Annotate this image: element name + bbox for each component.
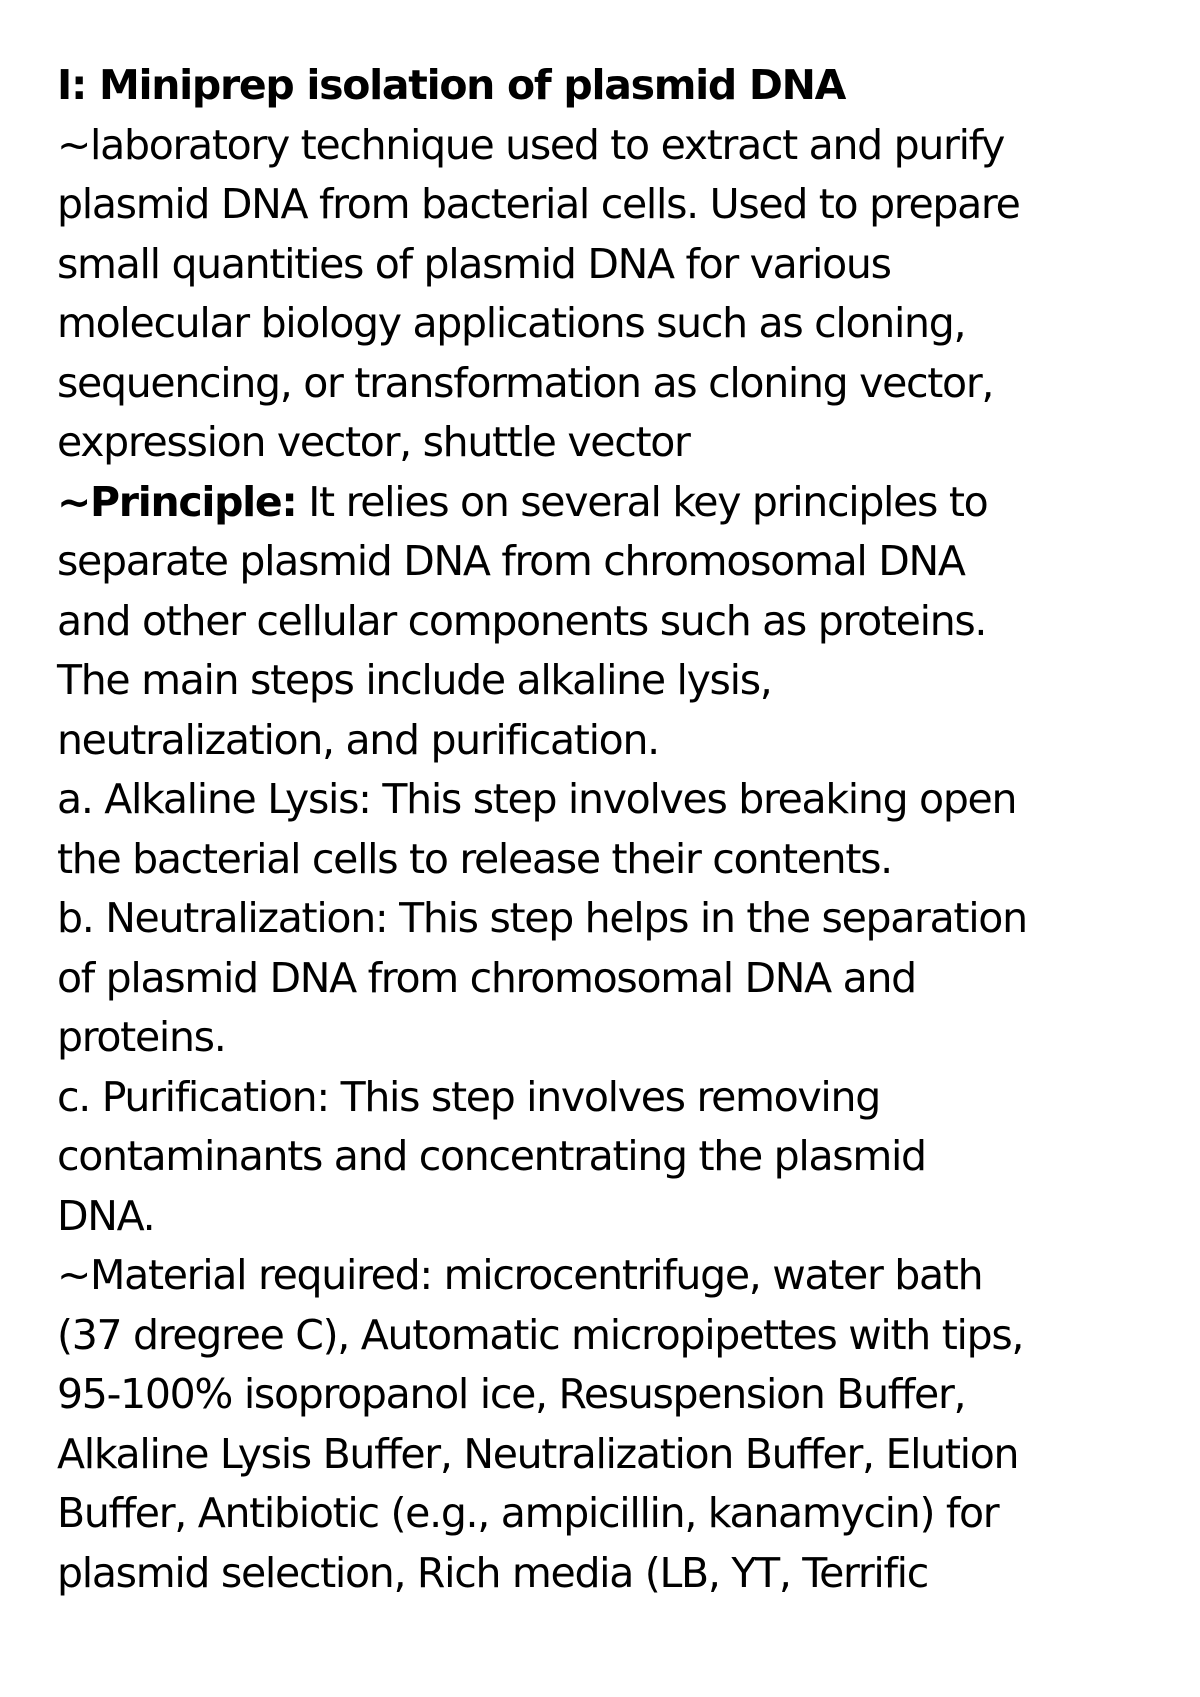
step-line: b. Neutralization: This step helps in the separation [57, 894, 1027, 942]
section-heading: I: Miniprep isolation of plasmid DNA [57, 61, 846, 109]
principle-line: The main steps include alkaline lysis, [57, 656, 772, 704]
step-line: proteins. [57, 1013, 226, 1061]
principle-paragraph [57, 473, 1167, 771]
step-line: contaminants and concentrating the plasmid [57, 1132, 926, 1180]
step-line: a. Alkaline Lysis: This step involves breaking open [57, 775, 1017, 823]
intro-paragraph [57, 116, 1167, 473]
principle-first-line [57, 473, 1167, 533]
intro-line: ~laboratory technique used to extract and purify [57, 120, 1005, 169]
step-line: c. Purification: This step involves removing [57, 1072, 880, 1121]
principle-label: ~Principle: [57, 477, 297, 526]
step-line: DNA. [57, 1191, 155, 1240]
step-alkaline-lysis [57, 770, 1167, 889]
materials-line: Buffer, Antibiotic (e.g., ampicillin, kanamycin) for [57, 1489, 999, 1537]
step-line: of plasmid DNA from chromosomal DNA and [57, 953, 916, 1002]
intro-line: molecular biology applications such as cloning, [57, 299, 966, 347]
principle-line: neutralization, and purification. [57, 715, 659, 764]
principle-line: and other cellular components such as proteins. [57, 596, 987, 645]
step-purification [57, 1068, 1167, 1247]
materials-line: plasmid selection, Rich media (LB, YT, Terrific [57, 1548, 928, 1597]
intro-line: small quantities of plasmid DNA for various [57, 239, 891, 288]
intro-line: sequencing, or transformation as cloning vector, [57, 358, 994, 407]
materials-paragraph [57, 1246, 1167, 1603]
document-page [57, 56, 1167, 1603]
materials-line: Alkaline Lysis Buffer, Neutralization Buffer, Elution [57, 1429, 1019, 1478]
materials-line: (37 dregree C), Automatic micropipettes with tips, [57, 1310, 1024, 1359]
step-neutralization [57, 889, 1167, 1068]
principle-line: separate plasmid DNA from chromosomal DNA [57, 537, 965, 585]
principle-first-line-text: It relies on several key principles to [296, 477, 988, 526]
materials-line: 95-100% isopropanol ice, Resuspension Buffer, [57, 1370, 966, 1418]
intro-line: plasmid DNA from bacterial cells. Used to prepare [57, 180, 1020, 228]
step-line: the bacterial cells to release their contents. [57, 834, 892, 883]
materials-line: ~Material required: microcentrifuge, water bath [57, 1251, 983, 1299]
intro-line: expression vector, shuttle vector [57, 418, 690, 466]
